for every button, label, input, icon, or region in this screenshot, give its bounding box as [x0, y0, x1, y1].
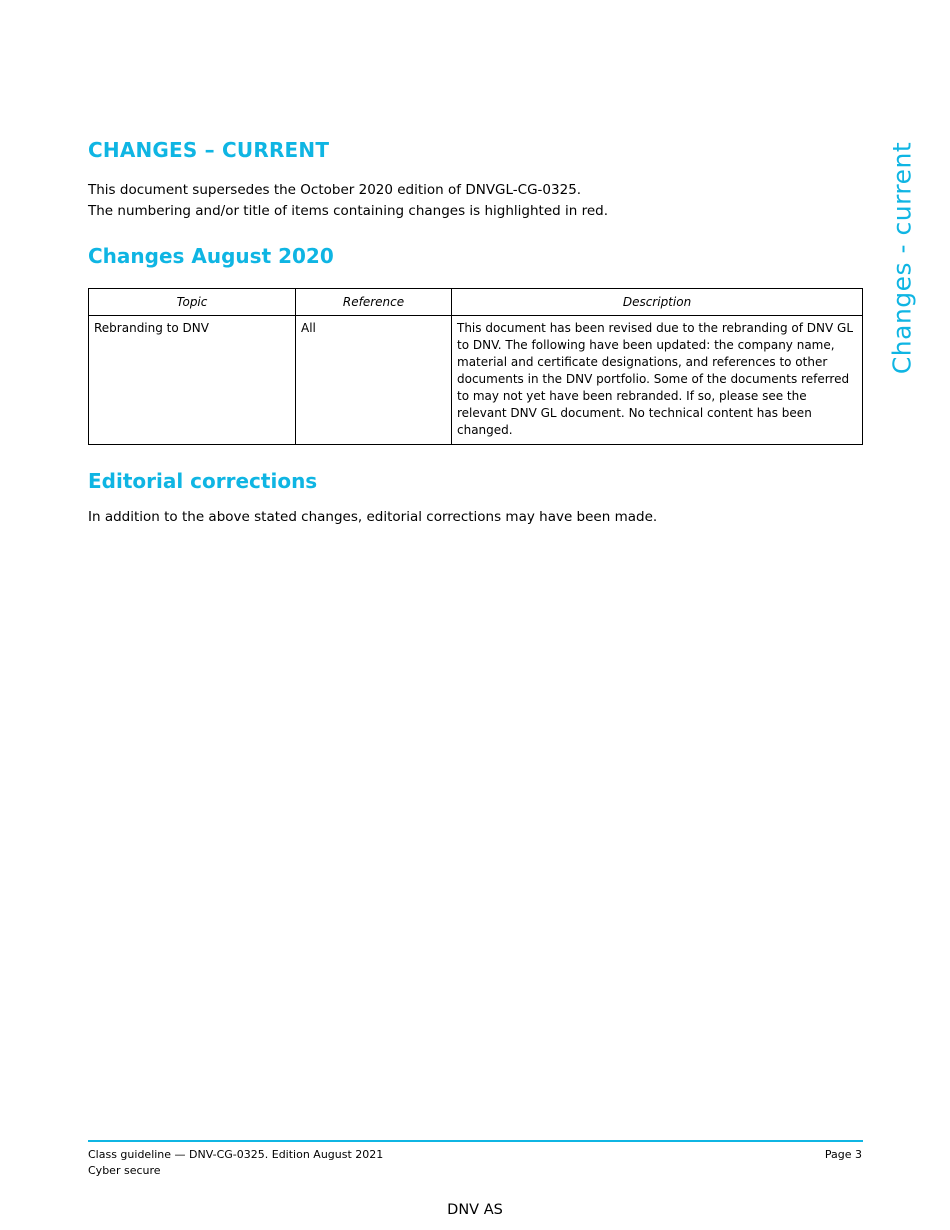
table-header-row — [89, 289, 863, 316]
column-header-description: Description — [452, 289, 863, 316]
cell-reference: All — [296, 316, 452, 445]
column-header-reference: Reference — [296, 289, 452, 316]
editorial-text: In addition to the above stated changes, editorial corrections may have been made. — [88, 509, 658, 525]
page-heading: CHANGES – CURRENT — [88, 138, 330, 162]
cell-topic: Rebranding to DNV — [89, 316, 296, 445]
footer-document-title: Class guideline — DNV-CG-0325. Edition August 2021 — [88, 1148, 384, 1161]
changes-table — [88, 288, 863, 445]
company-name: DNV AS — [447, 1202, 503, 1218]
intro-line-2: The numbering and/or title of items containing changes is highlighted in red. — [88, 203, 609, 219]
side-section-label: Changes - current — [887, 141, 917, 375]
footer-document-info — [88, 1147, 383, 1179]
footer-divider — [88, 1140, 863, 1142]
editorial-section-title: Editorial corrections — [88, 469, 318, 493]
column-header-topic: Topic — [89, 289, 296, 316]
changes-section-title: Changes August 2020 — [88, 244, 334, 268]
table-row — [89, 316, 863, 445]
footer-document-subtitle: Cyber secure — [88, 1164, 161, 1177]
intro-text — [88, 180, 608, 222]
intro-line-1: This document supersedes the October 2020 edition of DNVGL-CG-0325. — [88, 182, 582, 198]
cell-description: This document has been revised due to the rebranding of DNV GL to DNV. The following have been updated: the company name, material and certificate designations, and references to other documents in the DNV portfolio. Some of the documents referred to may not yet have been rebranded. If so, please see the relevant DNV GL document. No technical content has been changed. — [452, 316, 863, 445]
footer-page-number: Page 3 — [824, 1148, 862, 1161]
